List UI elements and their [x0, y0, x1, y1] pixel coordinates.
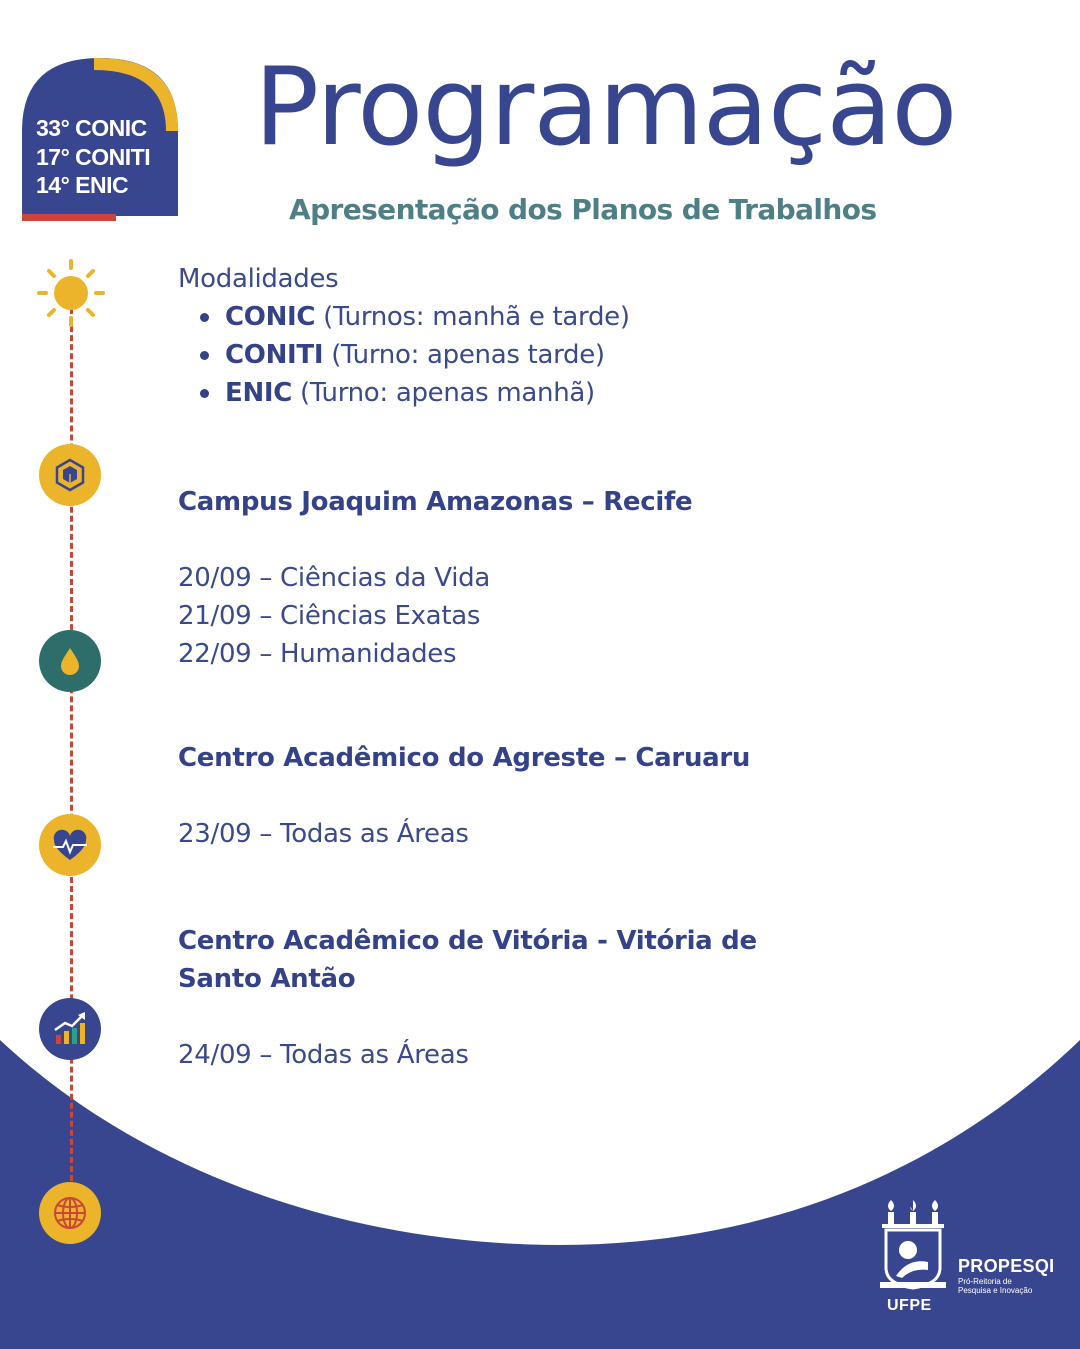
list-item	[200, 298, 818, 336]
propesqi-desc: Pró-Reitoria de	[958, 1277, 1012, 1286]
drop-icon	[39, 630, 101, 692]
list-item	[200, 336, 818, 374]
section-heading: Campus Joaquim Amazonas – Recife	[178, 487, 693, 517]
badge-line: 17° CONITI	[36, 143, 151, 170]
badge-line: 33° CONIC	[36, 115, 147, 141]
section-heading: Santo Antão	[178, 964, 356, 994]
list-item	[200, 374, 818, 412]
cube-icon	[39, 444, 101, 506]
section-heading: Centro Acadêmico de Vitória - Vitória de	[178, 926, 757, 956]
modalidade-detail: (Turno: apenas manhã)	[292, 378, 595, 408]
sun-icon	[36, 258, 106, 328]
date-item: 20/09 – Ciências da Vida	[178, 563, 490, 593]
modalidade-detail: (Turnos: manhã e tarde)	[315, 302, 630, 332]
caruaru-section	[178, 739, 818, 853]
modalidade-name: ENIC	[225, 378, 293, 408]
page-subtitle: Apresentação dos Planos de Trabalhos	[289, 193, 877, 226]
heart-pulse-icon	[39, 814, 101, 876]
campus-recife-section	[178, 483, 818, 673]
modalidades-list	[178, 298, 818, 412]
modalidades-section	[178, 260, 818, 412]
date-item: 23/09 – Todas as Áreas	[178, 819, 469, 849]
globe-icon	[39, 1182, 101, 1244]
date-item: 22/09 – Humanidades	[178, 639, 457, 669]
modalidade-name: CONIC	[225, 302, 316, 332]
ufpe-label: UFPE	[887, 1297, 932, 1314]
modalidades-label: Modalidades	[178, 264, 339, 294]
propesqi-logo	[958, 1255, 1054, 1295]
date-item: 24/09 – Todas as Áreas	[178, 1040, 469, 1070]
vitoria-section	[178, 922, 818, 1074]
section-heading: Centro Acadêmico do Agreste – Caruaru	[178, 743, 751, 773]
propesqi-desc: Pesquisa e Inovação	[958, 1286, 1033, 1295]
page-title: Programação	[254, 45, 957, 170]
propesqi-name: PROPESQI	[958, 1256, 1055, 1276]
growth-chart-icon	[39, 998, 101, 1060]
badge-text	[36, 114, 186, 200]
badge-line: 14° ENIC	[36, 172, 129, 198]
date-item: 21/09 – Ciências Exatas	[178, 601, 481, 631]
modalidade-name: CONITI	[225, 340, 324, 370]
modalidade-detail: (Turno: apenas tarde)	[323, 340, 605, 370]
